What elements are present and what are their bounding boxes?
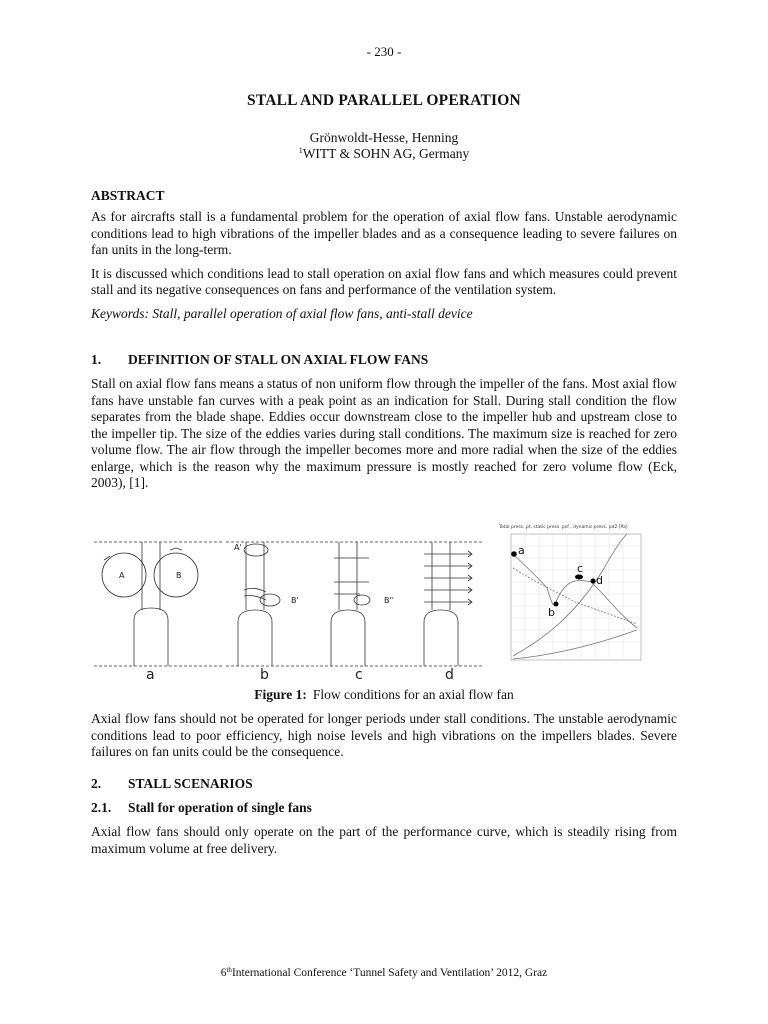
figure-1-caption [0, 687, 768, 703]
graph-point-d: d [596, 574, 603, 587]
author-name: Grönwoldt-Hesse, Henning [309, 130, 459, 145]
page-footer [0, 966, 768, 979]
section-1-title: DEFINITION OF STALL ON AXIAL FLOW FANS [128, 352, 429, 367]
abstract-paragraph-1: As for aircrafts stall is a fundamental problem for the operation of axial flow fans. Unstable aerodynamic conditions lead to high vibrations of the impeller blades and as a consequence leading to severe failures on fan units in the long-term. [91, 209, 677, 257]
section-2 [91, 776, 677, 857]
panel-label-d: d [445, 667, 454, 680]
section-1-paragraph: Stall on axial flow fans means a status of non uniform flow through the impeller of the fans. Most axial flow fans have unstable fan curves with a peak point as an indication for Stall. During stall condition the flow separates from the blade shape. Eddies occur downstream close to the impeller hub and upstream close to the impeller tip. The size of the eddies varies during stall conditions. The maximum size is reached for zero volume flow. The air flow through the impeller becomes more and more radial when the size of the eddies enlarge, which is the reason why the maximum pressure is mostly reached for zero volume flow (Eck, 2003), [1]. [91, 376, 678, 490]
section-1 [91, 352, 677, 492]
subsection-2-1-number: 2.1. [91, 800, 112, 815]
label-A: A [119, 571, 125, 580]
section-2-1-paragraph: Axial flow fans should only operate on the part of the performance curve, which is steadily rising from maximum volume at free delivery. [91, 824, 677, 856]
subsection-2-1-title: Stall for operation of single fans [128, 800, 312, 815]
subsection-2-1-heading [91, 800, 677, 816]
figure-1-schematic [94, 520, 482, 680]
affiliation [0, 146, 768, 162]
affiliation-text: WITT & SOHN AG, Germany [302, 146, 470, 161]
graph-point-b: b [548, 606, 555, 619]
panel-c [320, 542, 412, 666]
section-2-title: STALL SCENARIOS [128, 776, 253, 791]
graph-frame [511, 534, 641, 660]
caption-text: Flow conditions for an axial flow fan [312, 687, 514, 702]
footer-sup: th [226, 966, 232, 974]
graph-point-c: c [577, 562, 584, 575]
page-number: - 230 - [366, 44, 402, 59]
caption-label: Figure 1: [254, 687, 307, 702]
panel-d [414, 542, 482, 666]
label-B-prime: B' [291, 596, 299, 605]
graph-title: Total press. pt, static press. psf , dynamic press. pd2 [Pa] [499, 525, 628, 530]
graph-grid [511, 534, 641, 660]
abstract-paragraph-2: It is discussed which conditions lead to stall operation on axial flow fans and which measures could prevent stall and its negative consequences on fans and performance of the ventilation system. [91, 265, 677, 297]
label-B: B [176, 571, 182, 580]
label-A-prime: A' [234, 543, 242, 552]
footer-text: International Conference ‘Tunnel Safety and Ventilation’ 2012, Graz [231, 967, 548, 979]
keywords: Keywords: Stall, parallel operation of axial flow fans, anti-stall device [91, 305, 473, 321]
section-2-heading [91, 776, 677, 792]
panel-b [226, 542, 318, 666]
panel-a [94, 542, 224, 666]
label-B-double-prime: B'' [384, 596, 394, 605]
section-2-number: 2. [91, 776, 102, 791]
graph-curves [513, 534, 637, 659]
affiliation-marker: 1 [298, 146, 303, 155]
panel-label-a: a [146, 667, 155, 680]
graph-point-a: a [518, 544, 525, 557]
footer-prefix: 6 [220, 967, 227, 979]
abstract-heading: ABSTRACT [91, 188, 165, 203]
after-figure-paragraph: Axial flow fans should not be operated for longer periods under stall conditions. The unstable aerodynamic conditions lead to poor efficiency, high noise levels and high vibrations on the impellers blades. Severe failures on fan units could be the consequence. [91, 711, 677, 759]
after-figure [91, 711, 677, 761]
figure-1-performance-graph [485, 520, 645, 680]
abstract-section [91, 188, 677, 322]
panel-label-b: b [260, 667, 269, 680]
section-1-number: 1. [91, 352, 102, 367]
section-1-heading [91, 352, 677, 368]
paper-title: STALL AND PARALLEL OPERATION [247, 92, 521, 109]
panel-label-c: c [355, 667, 363, 680]
